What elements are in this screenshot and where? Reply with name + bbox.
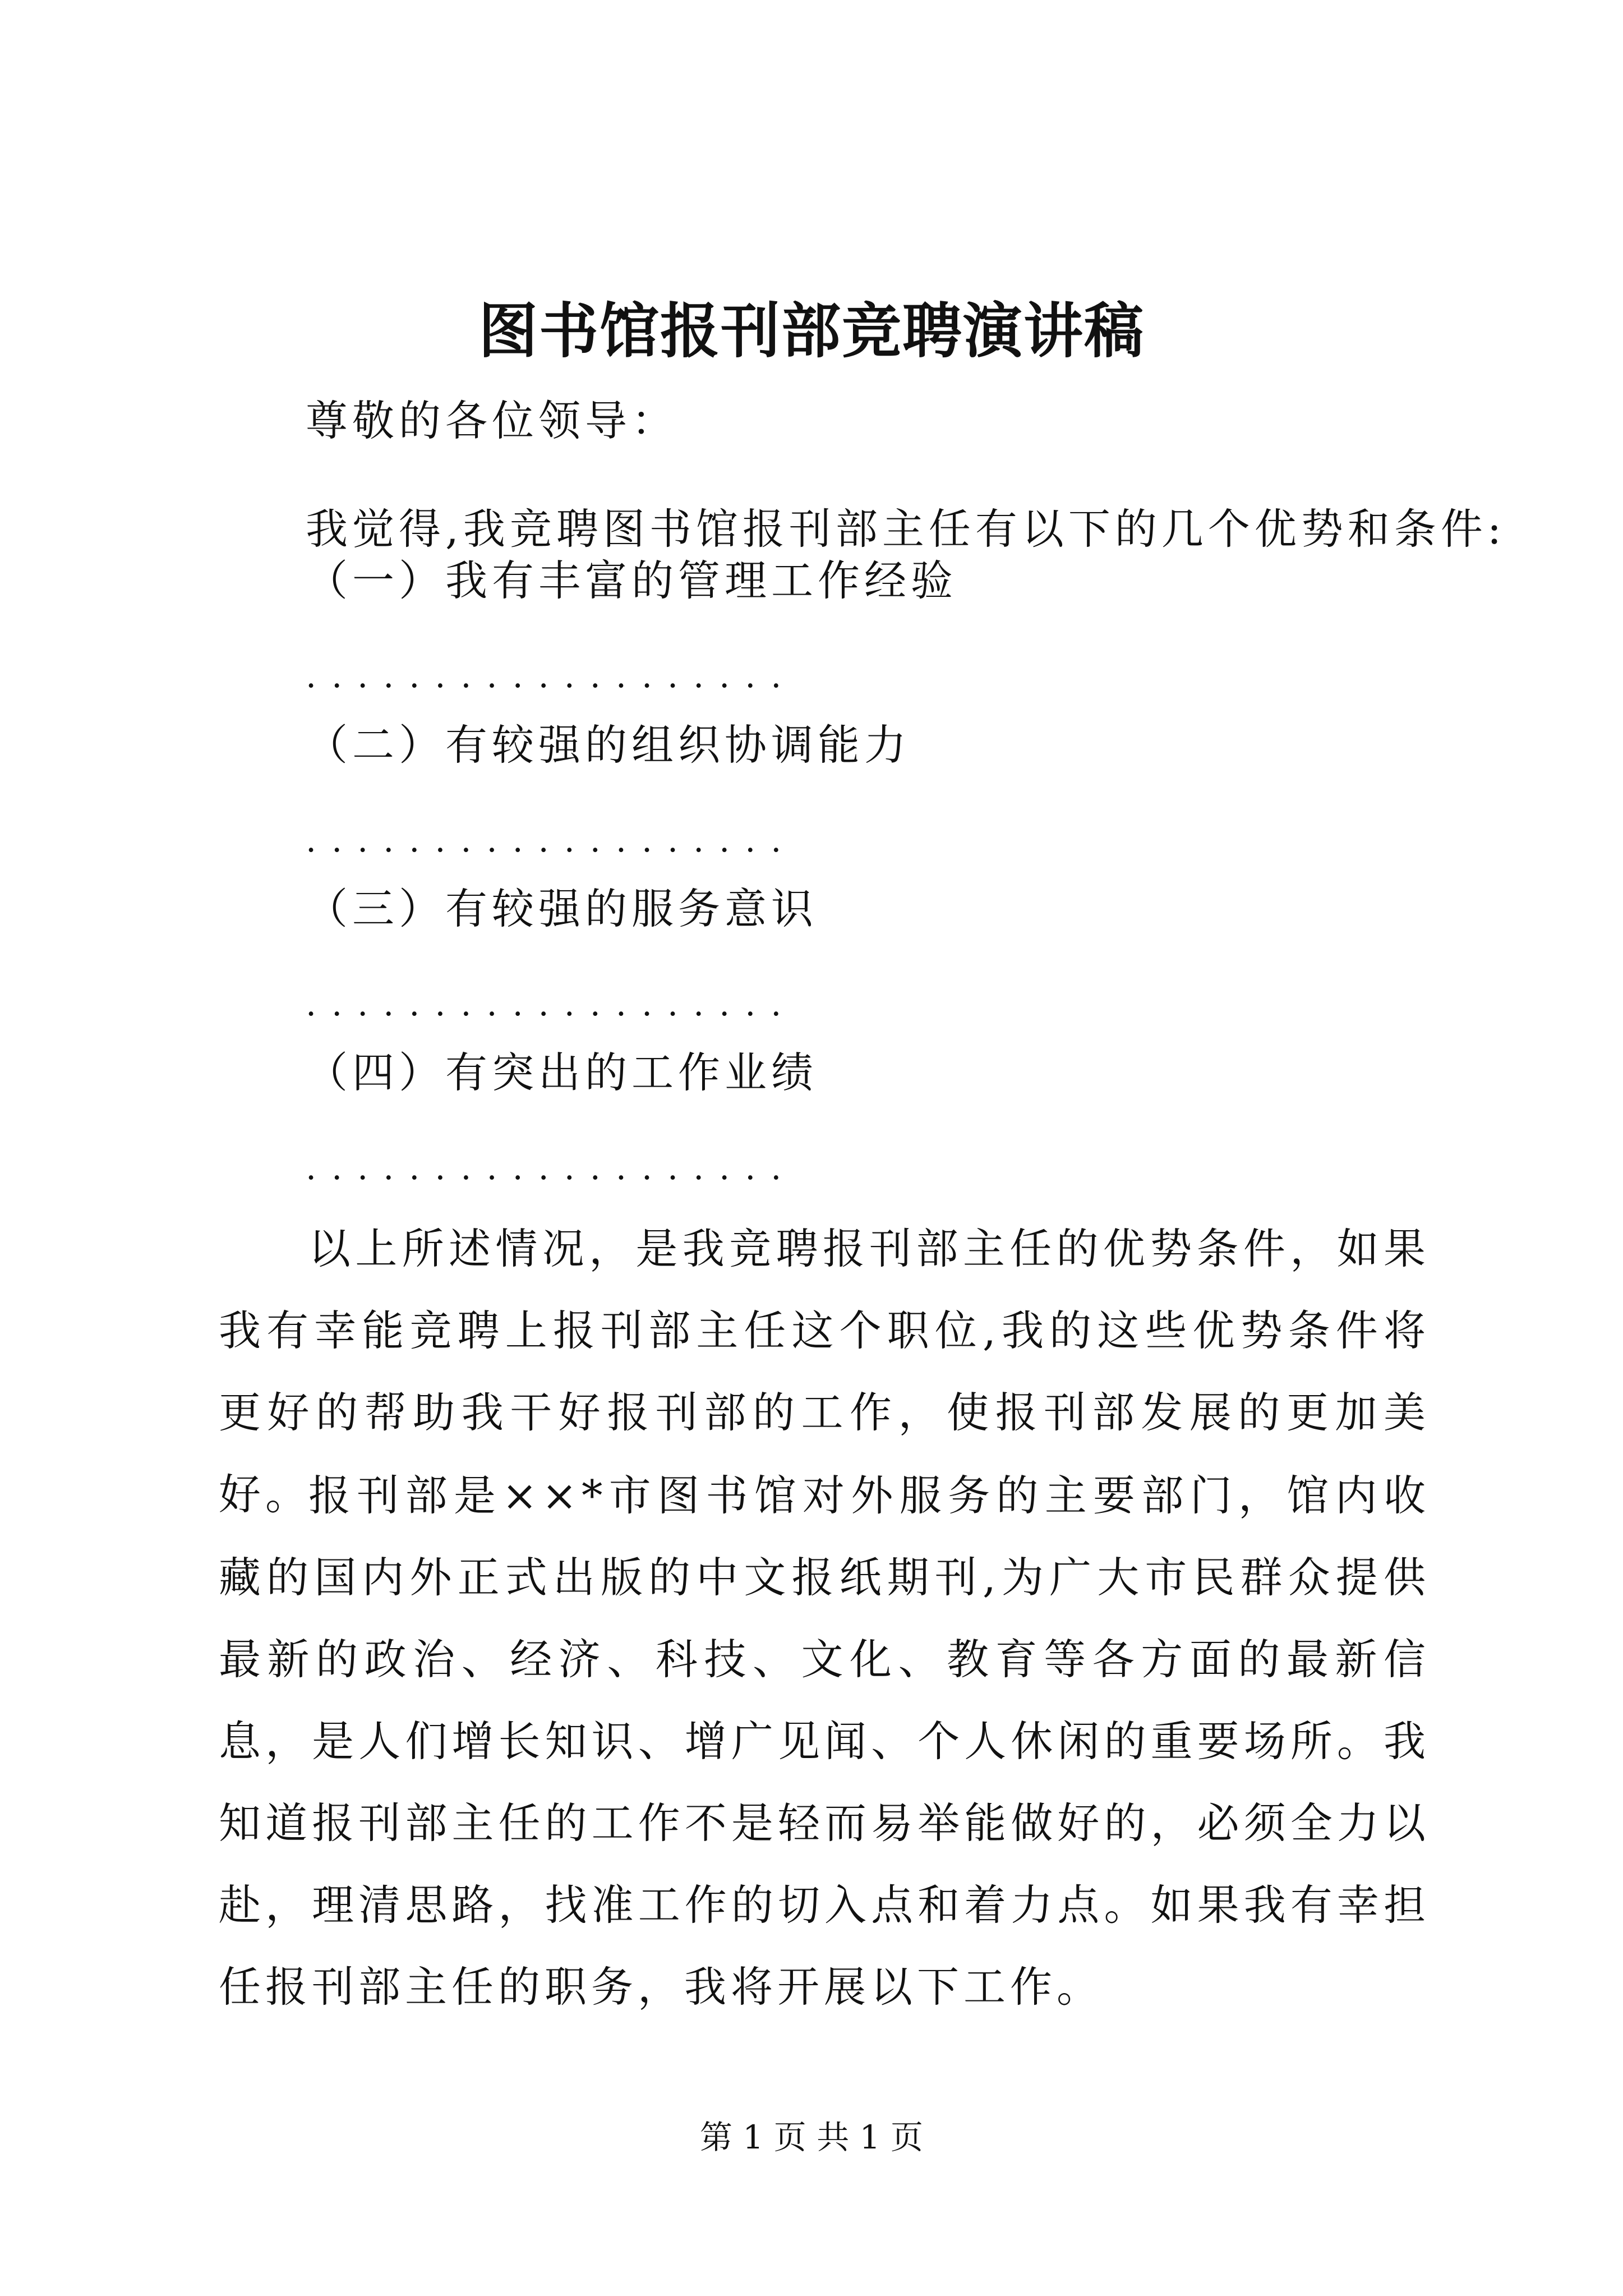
ellipsis-line: ................... [306, 1148, 797, 1188]
list-item: （二）有较强的组织协调能力 [306, 720, 911, 770]
list-item: （四）有突出的工作业绩 [306, 1048, 818, 1097]
document-title: 图书馆报刊部竞聘演讲稿 [478, 296, 1145, 366]
list-item: （三）有较强的服务意识 [306, 884, 818, 933]
body-paragraph: 以上所述情况，是我竞聘报刊部主任的优势条件，如果我有幸能竞聘上报刊部主任这个职位,我的这些优势条件将更好的帮助我干好报刊部的工作，使报刊部发展的更加美好。 [219, 1224, 1430, 1519]
salutation: 尊敬的各位领导： [306, 396, 679, 445]
page-footer: 第 1 页 共 1 页 [700, 2118, 923, 2156]
list-item: （一）我有丰富的管理工作经验 [306, 556, 958, 605]
ellipsis-line: ................... [306, 984, 797, 1024]
ellipsis-line: ................... [306, 656, 797, 696]
intro-line: 我觉得,我竞聘图书馆报刊部主任有以下的几个优势和条件: [306, 504, 1506, 554]
body-paragraph: 报刊部是××*市图书馆对外服务的主要部门，馆内收藏的国内外正式出版的中文报纸期刊,为广大市民群众提供最新的政治、经济、科技、文化、教育等各方面的最新信息，是人们增长知识、增广见闻、个人休闲的重要场所。我知道报刊部主任的工作不是轻而易举能做好的，必须全力以赴，理清思路，找准工作的切入点和着力点。如果我有幸担任报刊部主任的职务，我将开展以下工作。 [219, 1471, 1430, 2012]
ellipsis-line: ................... [306, 821, 797, 860]
